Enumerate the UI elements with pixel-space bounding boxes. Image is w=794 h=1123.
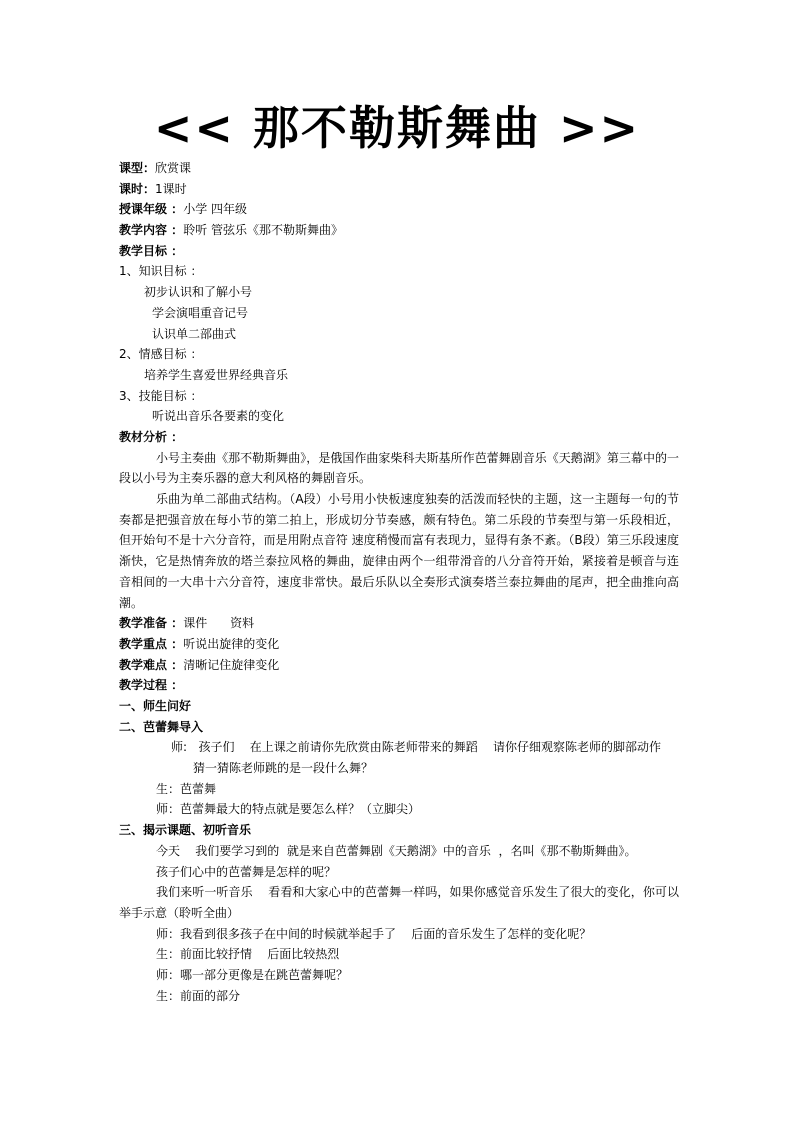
- grade-label: 授课年级 ：: [119, 202, 184, 217]
- analysis-paragraph-2: 乐曲为单二部曲式结构。（A段）小号用小快板速度独奏的活泼而轻快的主题，这一主题每一句的节奏都是把强音放在每小节的第二拍上，形成切分节奏感，颇有特色。第二乐段的节奏型与第一乐段相近，但开始句不是十六分音符，而是用附点音符 速度稍慢而富有表现力，显得有条不紊。（B段）第三乐段速度渐快，它是热情奔放的塔兰泰拉风格的舞曲，旋律由两个一组带滑音的八分音符开始，紧接着是顿音与连音相间的一大串十六分音符，速度非常快。最后乐队以全奏形式演奏塔兰泰拉舞曲的尾声，把全曲推向高潮。: [119, 492, 679, 610]
- knowledge-goal-heading: 1、知识目标 ：: [119, 264, 203, 279]
- class-hours-value: 1课时: [155, 181, 187, 196]
- knowledge-goal-item: 初步认识和了解小号: [144, 285, 253, 300]
- skill-goal-item: 听说出音乐各要素的变化: [152, 409, 285, 424]
- material-analysis-label: 教材分析 ：: [119, 429, 184, 444]
- dialogue-line: 生：芭蕾舞: [156, 781, 217, 796]
- lesson-plan-body: [119, 158, 679, 1006]
- skill-goal-heading: 3、技能目标 ：: [119, 388, 203, 403]
- teaching-prep-row: [119, 613, 679, 634]
- teaching-goals-label: 教学目标 ：: [119, 243, 184, 258]
- class-hours-row: [119, 179, 679, 200]
- emotion-goal-heading: 2、情感目标 ：: [119, 347, 203, 362]
- knowledge-goal-item: 认识单二部曲式: [152, 326, 237, 341]
- course-type-value: 欣赏课: [155, 161, 192, 175]
- teaching-content-value: 聆听 管弦乐《那不勒斯舞曲》: [183, 223, 344, 238]
- dialogue-line: 孩子们心中的芭蕾舞是怎样的呢？: [156, 864, 337, 879]
- dialogue-line: 师：哪一部分更像是在跳芭蕾舞呢？: [156, 967, 349, 982]
- section-reveal-topic: 三、揭示课题、初听音乐: [119, 823, 252, 838]
- section-greeting: 一、师生问好: [119, 699, 192, 713]
- key-point-row: [119, 634, 679, 655]
- difficulty-value: 清晰记住旋律变化: [183, 657, 280, 672]
- dialogue-line: 师: 孩子们 在上课之前请你先欣赏由陈老师带来的舞蹈 请你仔细观察陈老师的脚部动作: [171, 740, 662, 755]
- section-ballet-intro: 二、芭蕾舞导入: [119, 719, 204, 734]
- grade-row: [119, 199, 679, 220]
- grade-value: 小学 四年级: [183, 202, 248, 217]
- dialogue-line: 师：芭蕾舞最大的特点就是要怎么样？（立脚尖）: [156, 802, 421, 817]
- dialogue-line: 猜一猜陈老师跳的是一段什么舞？: [193, 761, 374, 776]
- emotion-goal-item: 培养学生喜爱世界经典音乐: [144, 367, 289, 382]
- dialogue-line: 今天 我们要学习到的 就是来自芭蕾舞剧《天鹅湖》中的音乐 ，名叫《那不勒斯舞曲》。: [156, 843, 637, 858]
- teaching-prep-value: 课件 资料: [183, 616, 255, 631]
- key-point-label: 教学重点 ：: [119, 636, 184, 651]
- analysis-paragraph-1: 小号主奏曲《那不勒斯舞曲》，是俄国作曲家柴科夫斯基所作芭蕾舞剧音乐《天鹅湖》第三幕中的一段以小号为主奏乐器的意大利风格的舞剧音乐。: [119, 450, 679, 486]
- dialogue-line: 我们来听一听音乐 看看和大家心中的芭蕾舞一样吗，如果你感觉音乐发生了很大的变化，你可以举手示意（聆听全曲）: [119, 885, 679, 920]
- teaching-content-row: [119, 220, 679, 241]
- knowledge-goal-item: 学会演唱重音记号: [152, 305, 249, 320]
- key-point-value: 听说出旋律的变化: [183, 636, 280, 651]
- course-type-label: 课型：: [119, 161, 156, 175]
- page-title: << 那不勒斯舞曲 >>: [153, 101, 641, 155]
- difficulty-row: [119, 655, 679, 676]
- class-hours-label: 课时：: [119, 181, 156, 196]
- course-type-row: [119, 158, 679, 179]
- difficulty-label: 教学难点 ：: [119, 657, 184, 672]
- dialogue-line: 生：前面比较抒情 后面比较热烈: [156, 947, 340, 962]
- teaching-prep-label: 教学准备 ：: [119, 616, 184, 631]
- dialogue-line: 师：我看到很多孩子在中间的时候就举起手了 后面的音乐发生了怎样的变化呢？: [156, 926, 592, 941]
- dialogue-line: 生：前面的部分: [156, 988, 241, 1003]
- teaching-content-label: 教学内容 ：: [119, 223, 184, 238]
- teaching-process-label: 教学过程 ：: [119, 678, 184, 693]
